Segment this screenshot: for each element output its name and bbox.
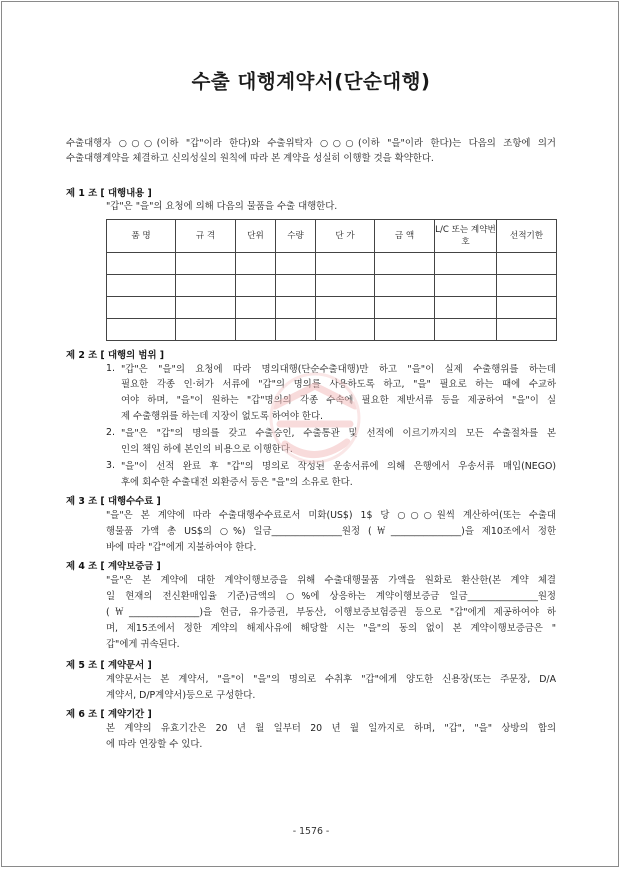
goods-table	[106, 219, 557, 341]
article-4-line-4: 며, 제15조에서 정한 계약의 해제사유에 해당할 시는 "을"의 동의 없이 본 계약이행보증금은 "	[106, 623, 556, 634]
item-1-line-1: "갑"은 "을"의 요청에 따라 명의대행(단순수출대행)만 하고 "을"이 실제 수출행위를 하는데	[121, 364, 556, 375]
article-4-line-3: (￦_______________)을 현금, 유가증권, 부동산, 이행보증보험증권 등으로 "갑"에게 제공하여야 하	[106, 607, 556, 618]
intro-line-2: 수출대행계약을 체결하고 신의성실의 원칙에 따라 본 계약을 성실히 이행할 것을 확약한다.	[66, 153, 434, 164]
col-amount: 금 액	[375, 220, 435, 253]
col-lc-number: L/C 또는 계약번호	[435, 220, 497, 253]
table-row	[107, 297, 557, 319]
article-1-heading: 제 1 조 [ 대행내용 ]	[66, 188, 152, 199]
article-6-heading: 제 6 조 [ 계약기간 ]	[66, 709, 152, 720]
article-3-line-2: 행물품 가액 총 US$의 ○%) 일금_______________원정 (￦_______________)을 제10조에서 정한	[106, 526, 556, 537]
page-number: - 1576 -	[292, 826, 330, 837]
intro-line-1: 수출대행자 ○○○(이하 "갑"이라 한다)와 수출위탁자 ○○○(이하 "을"이라 한다)는 다음의 조항에 의거	[66, 138, 556, 149]
article-3-line-1: "을"은 본 계약에 따라 수출대행수수료로서 미화(US$) 1$ 당 ○○○원씩 계산하여(또는 수출대	[106, 510, 556, 521]
article-2-heading: 제 2 조 [ 대행의 범위 ]	[66, 350, 165, 361]
table-row	[107, 253, 557, 275]
article-5-line-2: 계약서, D/P계약서)등으로 구성한다.	[106, 690, 256, 701]
item-1-line-2: 필요한 각종 인·허가 서류에 "갑"의 명의를 사용하도록 하고, "을" 필요로 하는 때에 수교하	[121, 379, 556, 390]
table-row	[107, 275, 557, 297]
col-quantity: 수량	[276, 220, 316, 253]
article-3-line-3: 바에 따라 "갑"에게 지불하여야 한다.	[106, 542, 257, 553]
col-shipping-deadline: 선적기한	[497, 220, 557, 253]
item-2-line-1: "을"은 "갑"의 명의를 갖고 수출승인, 수출통관 및 선적에 이르기까지의 모든 수출절차를 본	[121, 428, 556, 439]
document-title: 수출 대행계약서(단순대행)	[191, 70, 431, 93]
item-2-line-2: 인의 책임 하에 본인의 비용으로 이행한다.	[121, 444, 293, 455]
article-6-line-2: 에 따라 연장할 수 있다.	[106, 739, 203, 750]
table-row	[107, 319, 557, 341]
table-header-row	[107, 220, 557, 253]
article-4-line-5: 갑"에게 귀속된다.	[106, 639, 180, 650]
item-1-number: 1.	[106, 363, 115, 374]
watermark-logo	[255, 366, 375, 486]
item-3-number: 3.	[106, 460, 115, 471]
article-6-line-1: 본 계약의 유효기간은 20 년 월 일부터 20 년 월 일까지로 하며, "갑", "을" 상방의 합의	[106, 723, 556, 734]
col-unit: 단위	[236, 220, 276, 253]
item-2-number: 2.	[106, 427, 115, 438]
col-item-name: 품 명	[107, 220, 176, 253]
article-5-heading: 제 5 조 [ 계약문서 ]	[66, 660, 152, 671]
article-3-heading: 제 3 조 [ 대행수수료 ]	[66, 496, 161, 507]
article-5-line-1: 계약문서는 본 계약서, "을"이 "을"의 명의로 수취후 "갑"에게 양도한 신용장(또는 주문장, D/A	[106, 674, 556, 685]
col-spec: 규 격	[176, 220, 236, 253]
item-1-line-4: 제 수출행위를 하는데 지장이 없도록 하여야 한다.	[121, 411, 323, 422]
article-4-heading: 제 4 조 [ 계약보증금 ]	[66, 561, 161, 572]
article-4-line-2: 일 현재의 전신환매입율 기준)금액의 ○%에 상응하는 계약이행보증금 일금_______________원정	[106, 591, 556, 602]
item-3-line-2: 후에 회수한 수출대전 외환증서 등은 "을"의 소유로 한다.	[121, 477, 353, 488]
item-1-line-3: 여야 하며, "을"이 원하는 "갑"명의의 각종 수속에 필요한 제반서류 등을 제공하여 "을"이 실	[121, 395, 556, 406]
col-unit-price: 단 가	[316, 220, 375, 253]
item-3-line-1: "을"이 선적 완료 후 "갑"의 명의로 작성된 운송서류에 의해 은행에서 우송서류 매입(NEGO)	[121, 461, 556, 472]
article-4-line-1: "을"은 본 계약에 대한 계약이행보증을 위해 수출대행물품 가액을 원화로 환산한(본 계약 체결	[106, 575, 556, 586]
article-1-text: "갑"은 "을"의 요청에 의해 다음의 물품을 수출 대행한다.	[106, 201, 338, 212]
